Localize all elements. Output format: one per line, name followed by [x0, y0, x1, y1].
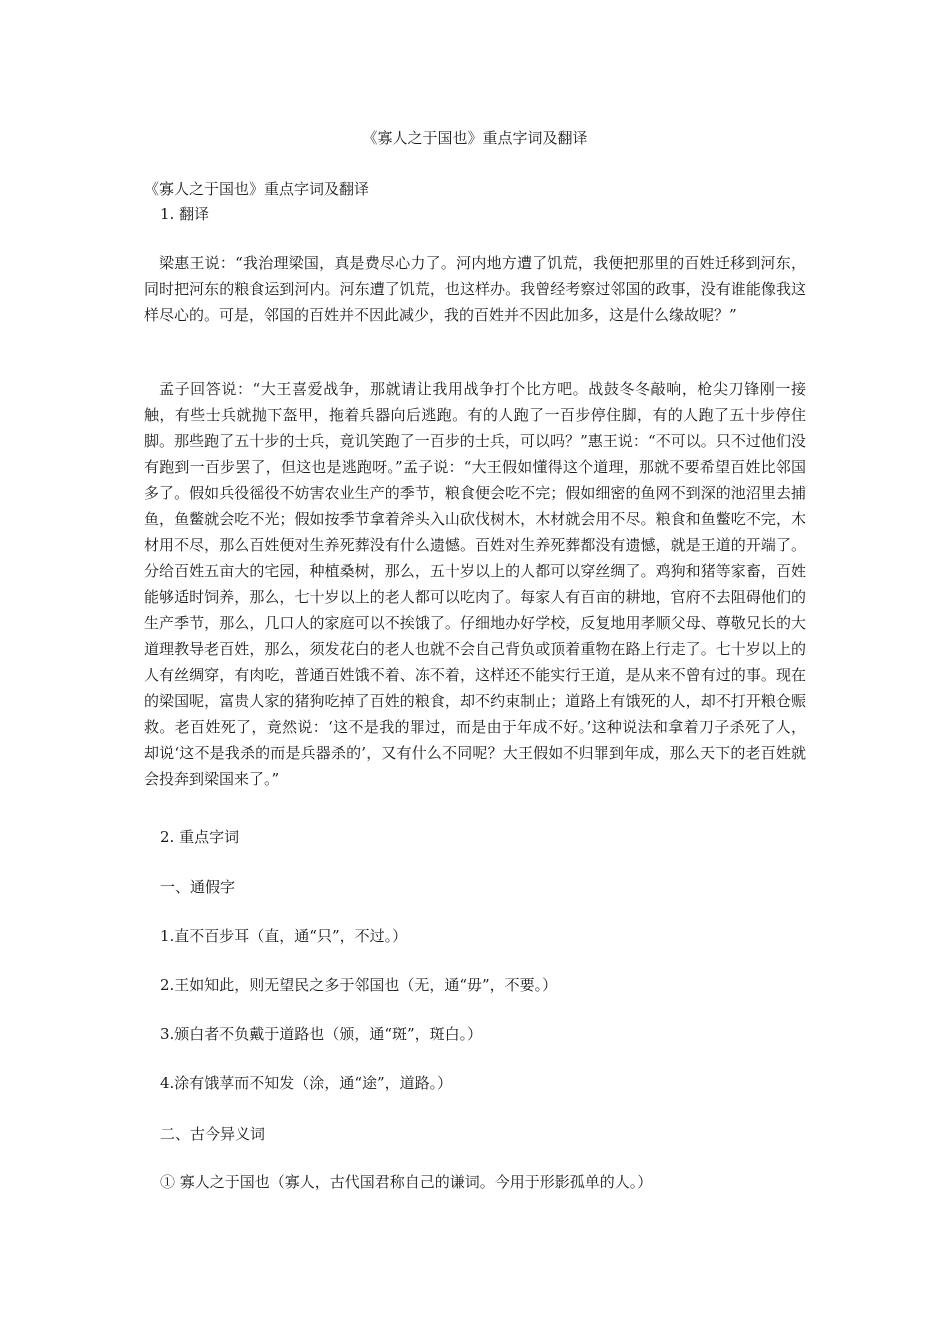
section-heading-translation: 1. 翻译	[160, 205, 210, 223]
translation-paragraph-1: 梁惠王说：“我治理梁国，真是费尽心力了。河内地方遭了饥荒，我便把那里的百姓迁移到河东，同时把河东的粮食运到河内。河东遭了饥荒，也这样办。我曾经考察过邻国的政事，没有谁能像我这样尽心的。可是，邻国的百姓并不因此减少，我的百姓并不因此加多，这是什么缘故呢？”	[144, 254, 806, 324]
page-title: 《寡人之于国也》重点字词及翻译	[362, 129, 588, 147]
subheading-tongjiazi: 一、通假字	[160, 878, 236, 896]
list-item: 4.涂有饿莩而不知发（涂，通“途”，道路。）	[160, 1074, 453, 1092]
section-heading-key-words: 2. 重点字词	[160, 828, 240, 846]
list-item: 3.颁白者不负戴于道路也（颁，通“斑”，斑白。）	[160, 1025, 483, 1043]
subheading-gujin-yiyi: 二、古今异义词	[160, 1125, 266, 1143]
list-item: ① 寡人之于国也（寡人，古代国君称自己的谦词。今用于形影孤单的人。）	[160, 1173, 653, 1191]
subtitle: 《寡人之于国也》重点字词及翻译	[144, 180, 370, 198]
list-item: 2.王如知此，则无望民之多于邻国也（无，通“毋”，不要。）	[160, 976, 558, 994]
translation-paragraph-2: 孟子回答说：“大王喜爱战争，那就请让我用战争打个比方吧。战鼓冬冬敲响，枪尖刀锋刚一接触，有些士兵就抛下盔甲，拖着兵器向后逃跑。有的人跑了一百步停住脚，有的人跑了五十步停住脚。那些跑了五十步的士兵，竟讥笑跑了一百步的士兵，可以吗？”惠王说：“不可以。只不过他们没有跑到一百步罢了，但这也是逃跑呀。”孟子说：“大王假如懂得这个道理，那就不要希望百姓比邻国多了。假如兵役徭役不妨害农业生产的季节，粮食便会吃不完；假如细密的鱼网不到深的池沼里去捕鱼，鱼鳖就会吃不光；假如按季节拿着斧头入山砍伐树木，木材就会用不尽。粮食和鱼鳖吃不完，木材用不尽，那么百姓便对生养死葬没有什么遗憾。百姓对生养死葬都没有遗憾，就是王道的开端了。分给百姓五亩大的宅园，种植桑树，那么，五十岁以上的人都可以穿丝绸了。鸡狗和猪等家畜，百姓能够适时饲养，那么，七十岁以上的老人都可以吃肉了。每家人有百亩的耕地，官府不去阻碍他们的生产季节，那么，几口人的家庭可以不挨饿了。仔细地办好学校，反复地用孝顺父母、尊敬兄长的大道理教导老百姓，那么，须发花白的老人也就不会自己背负或顶着重物在路上行走了。七十岁以上的人有丝绸穿，有肉吃，普通百姓饿不着、冻不着，这样还不能实行王道，是从来不曾有过的事。现在的梁国呢，富贵人家的猪狗吃掉了百姓的粮食，却不约束制止；道路上有饿死的人，却不打开粮仓赈救。老百姓死了，竟然说：‘这不是我的罪过，而是由于年成不好。’这种说法和拿着刀子杀死了人，却说‘这不是我杀的而是兵器杀的’，又有什么不同呢？大王假如不归罪到年成，那么天下的老百姓就会投奔到梁国来了。”	[144, 380, 806, 788]
list-item: 1.直不百步耳（直，通“只”，不过。）	[160, 927, 408, 945]
